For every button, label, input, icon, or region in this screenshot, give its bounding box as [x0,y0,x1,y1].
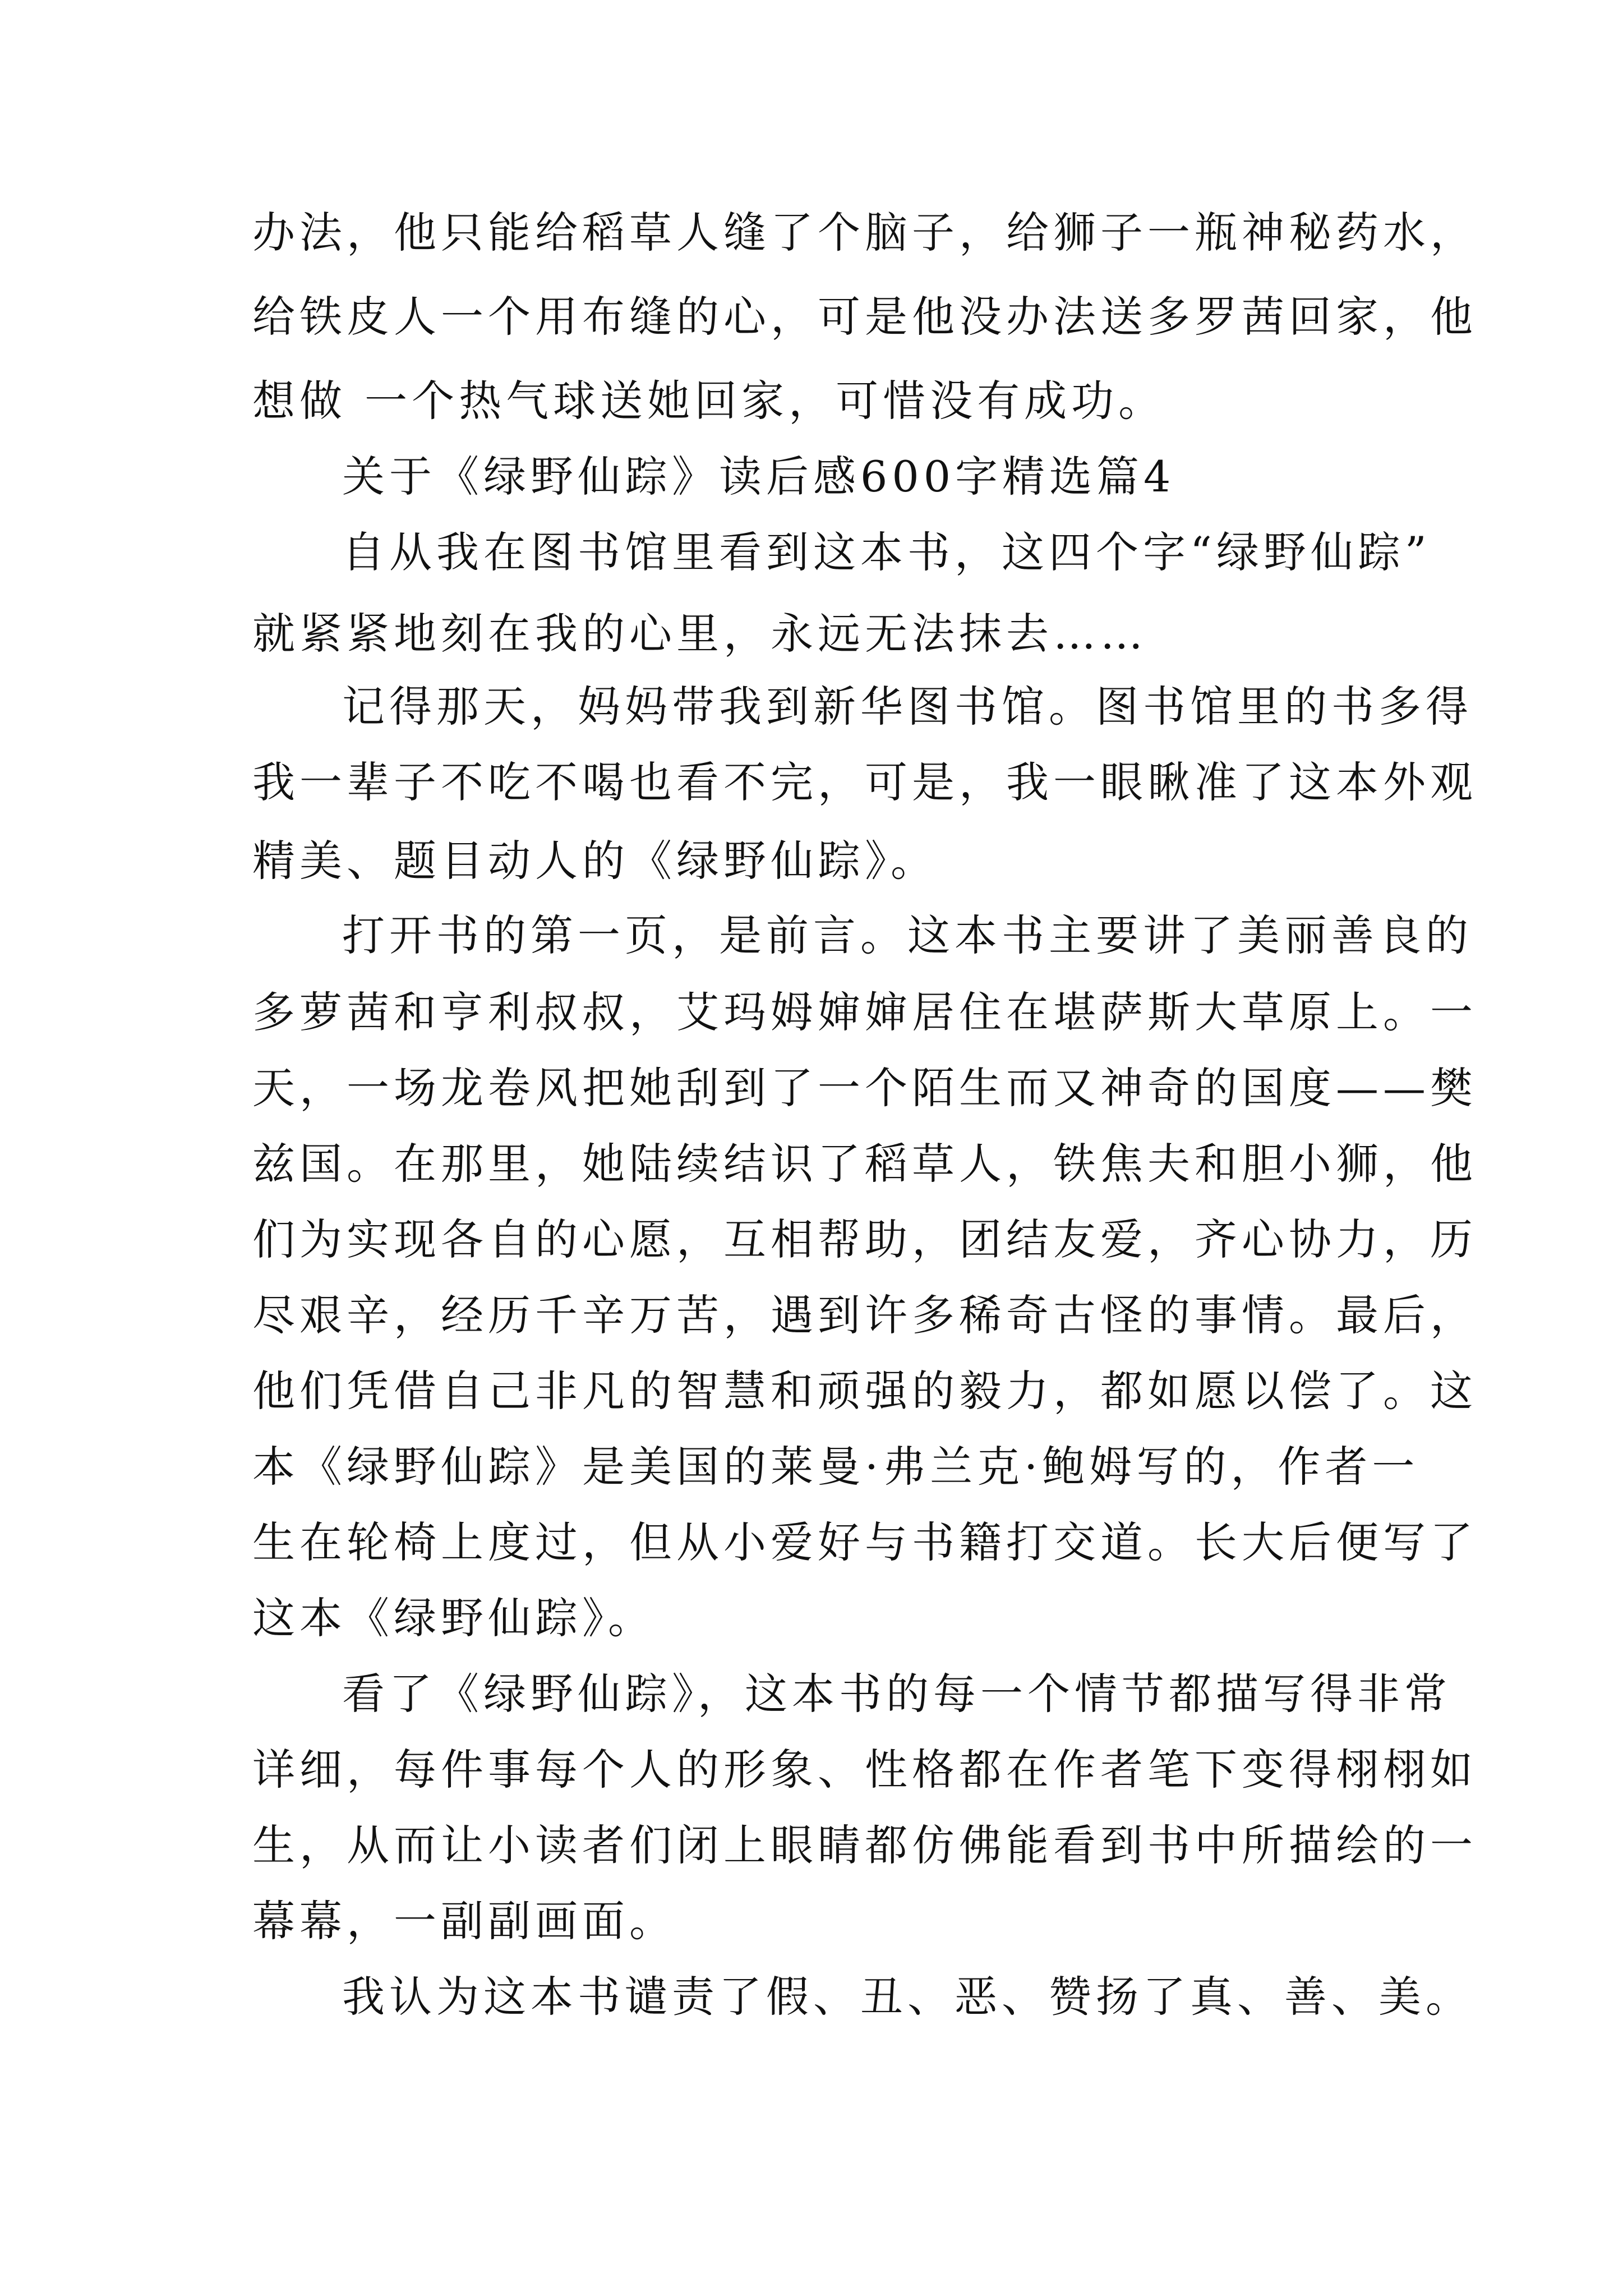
text-line: 办法，他只能给稻草人缝了个脑子，给狮子一瓶神秘药水， [252,208,1477,257]
text-line: 幕幕，一副副画面。 [252,1896,676,1946]
section-heading: 关于《绿野仙踪》读后感600字精选篇4 [342,452,1175,501]
text-line: 多萝茜和亨利叔叔，艾玛姆婶婶居住在堪萨斯大草原上。一 [252,987,1477,1037]
text-line: 生在轮椅上度过，但从小爱好与书籍打交道。长大后便写了 [252,1517,1477,1567]
text-line: 们为实现各自的心愿，互相帮助，团结友爱，齐心协力，历 [252,1214,1477,1264]
text-line: 他们凭借自己非凡的智慧和顽强的毅力，都如愿以偿了。这 [252,1366,1477,1416]
text-line: 记得那天，妈妈带我到新华图书馆。图书馆里的书多得 [342,682,1473,731]
text-line: 给铁皮人一个用布缝的心，可是他没办法送多罗茜回家，他 [252,292,1477,342]
text-line: 这本《绿野仙踪》。 [252,1593,655,1643]
text-line: 尽艰辛，经历千辛万苦，遇到许多稀奇古怪的事情。最后， [252,1290,1477,1340]
text-line: 就紧紧地刻在我的心里，永远无法抹去…… [252,609,1147,659]
text-line: 我认为这本书谴责了假、丑、恶、赞扬了真、善、美。 [342,1972,1473,2022]
text-line: 兹国。在那里，她陆续结识了稻草人，铁焦夫和胆小狮，他 [252,1139,1477,1189]
text-line: 自从我在图书馆里看到这本书，这四个字“绿野仙踪” [342,527,1431,577]
text-line: 天，一场龙卷风把她刮到了一个陌生而又神奇的国度——樊 [252,1063,1477,1113]
text-line: 想做 一个热气球送她回家，可惜没有成功。 [252,376,1166,426]
text-line: 生，从而让小读者们闭上眼睛都仿佛能看到书中所描绘的一 [252,1820,1477,1870]
text-line: 看了《绿野仙踪》，这本书的每一个情节都描写得非常 [342,1669,1451,1719]
text-line: 详细，每件事每个人的形象、性格都在作者笔下变得栩栩如 [252,1745,1477,1795]
text-line: 我一辈子不吃不喝也看不完，可是，我一眼瞅准了这本外观 [252,757,1477,807]
text-line: 打开书的第一页，是前言。这本书主要讲了美丽善良的 [342,910,1473,960]
text-line: 精美、题目动人的《绿野仙踪》。 [252,836,938,886]
text-line: 本《绿野仙踪》是美国的莱曼·弗兰克·鲍姆写的，作者一 [252,1442,1419,1492]
